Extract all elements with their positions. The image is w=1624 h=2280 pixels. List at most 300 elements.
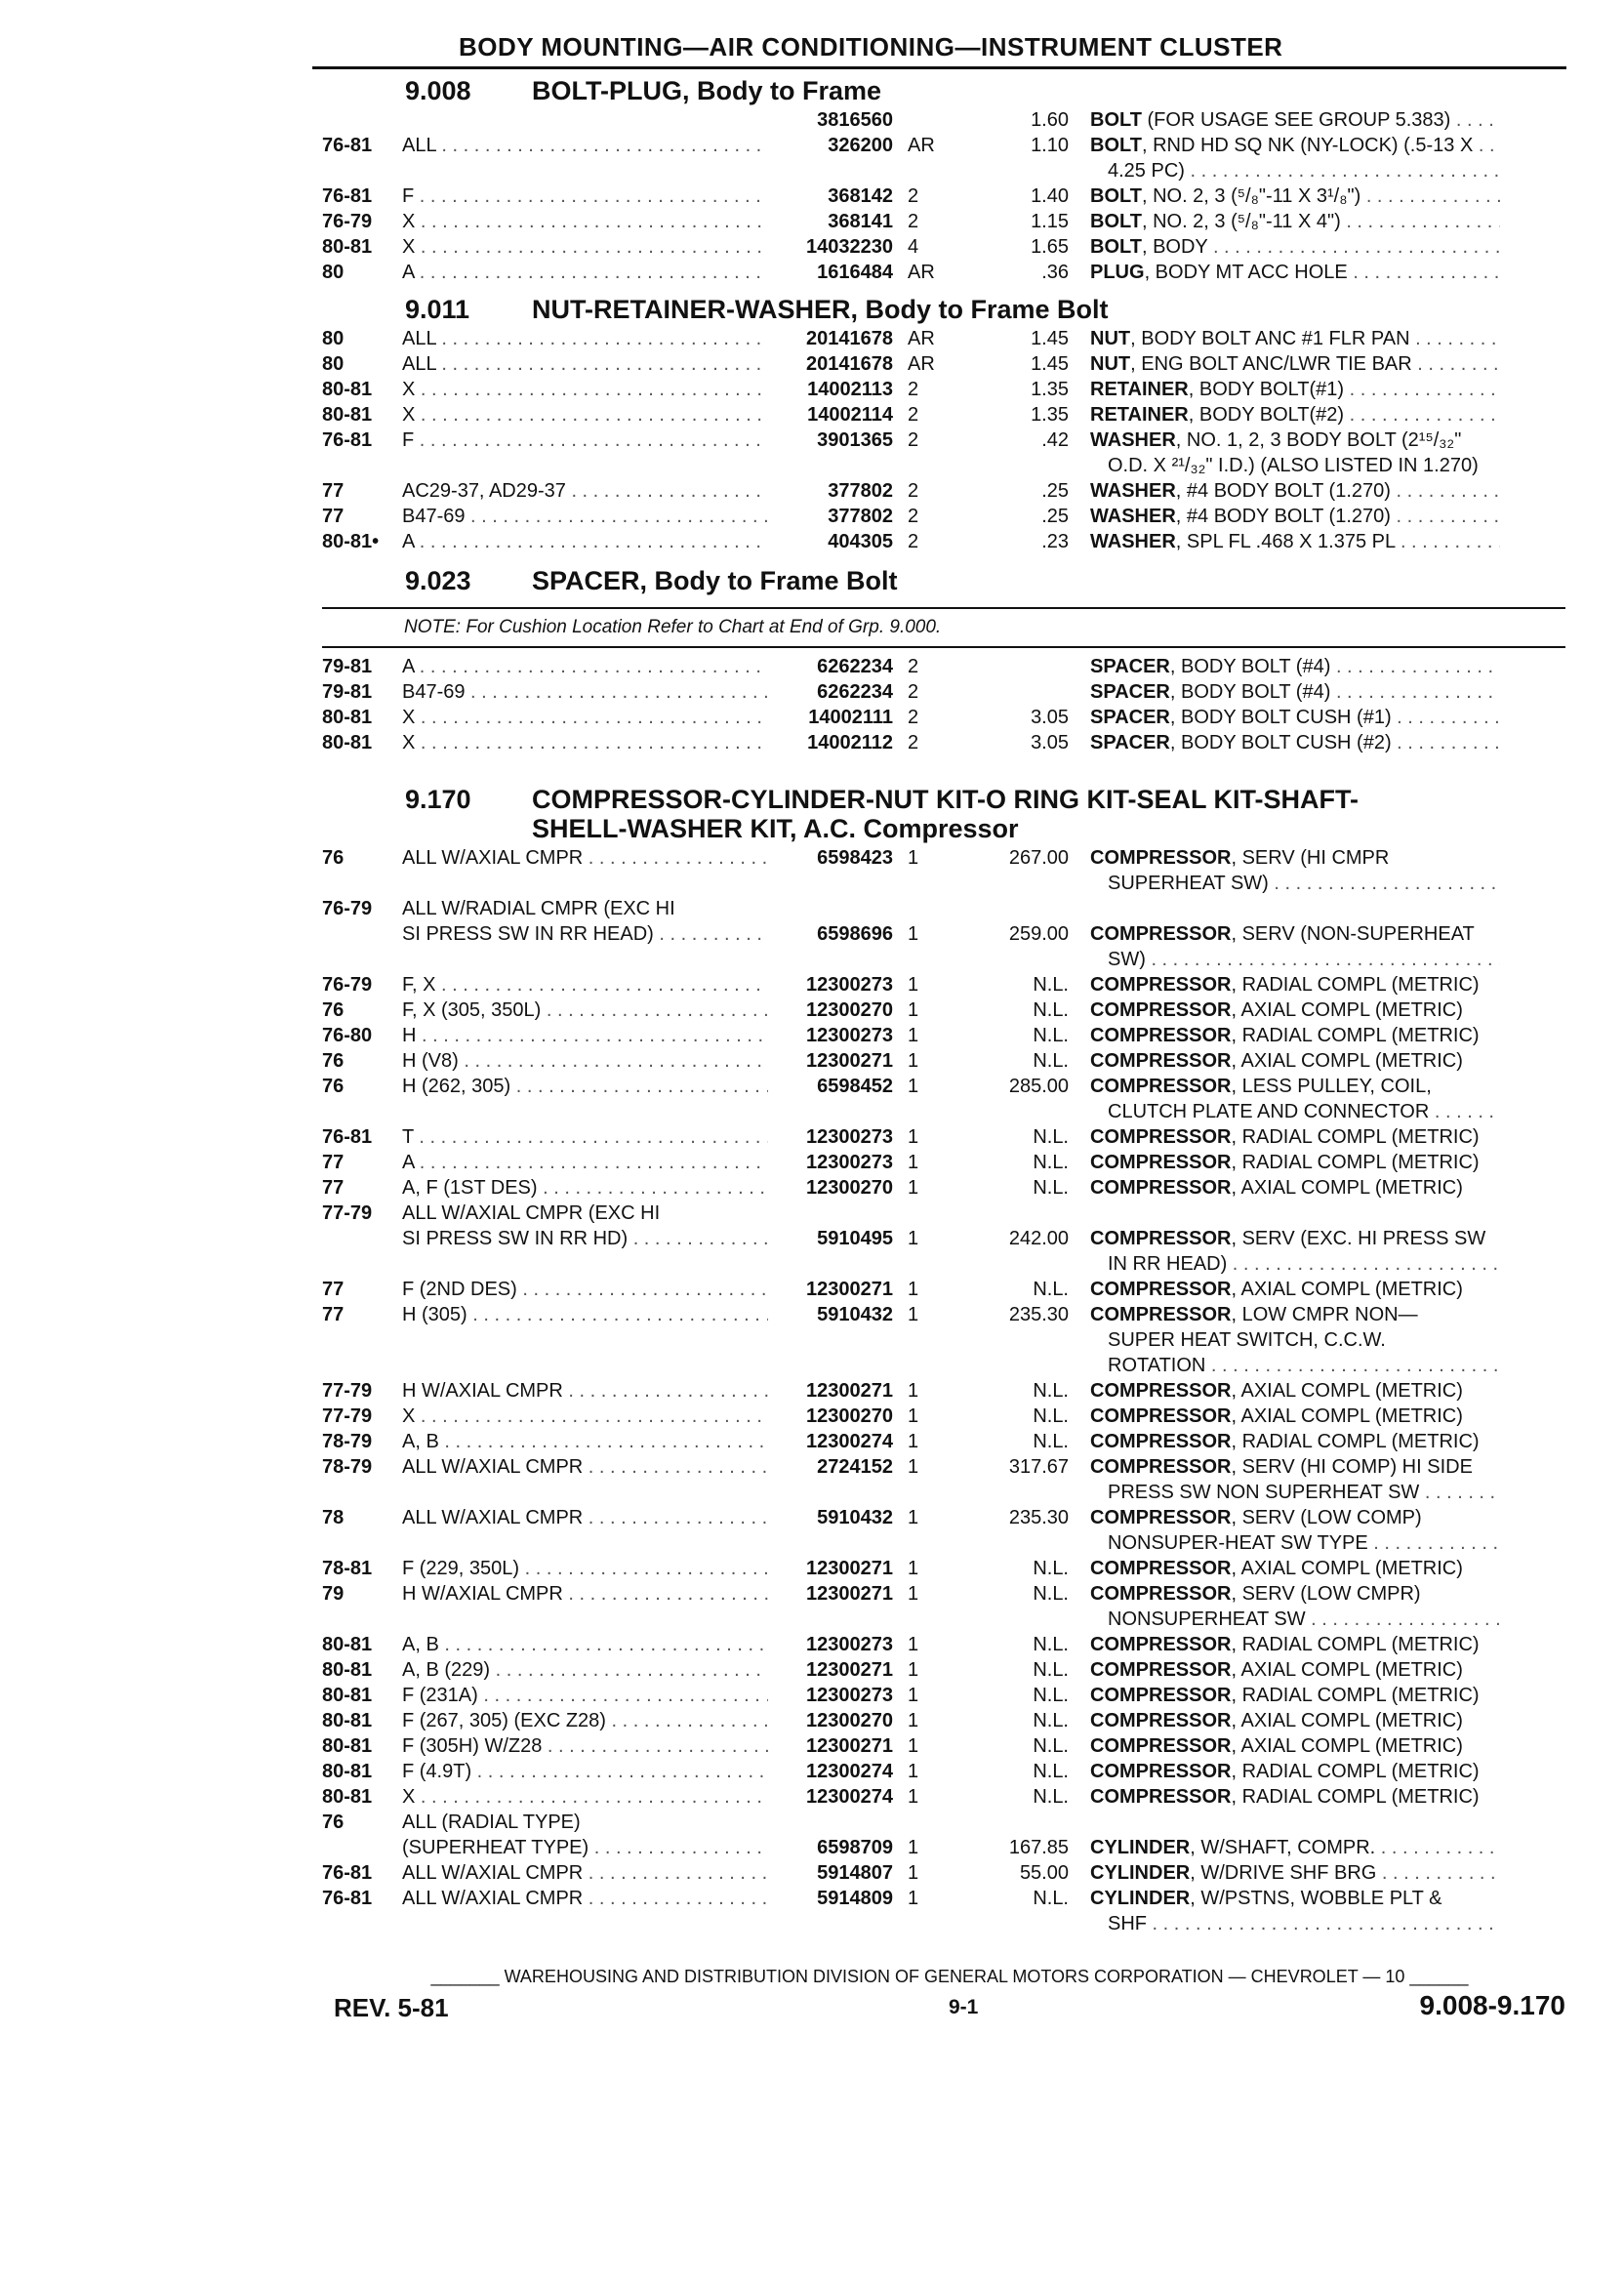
part-number: 368141 xyxy=(828,211,893,232)
part-number: 14002112 xyxy=(807,732,893,753)
part-description xyxy=(1090,1429,1500,1454)
quantity: 1 xyxy=(908,1456,919,1478)
parts-list xyxy=(322,845,1565,1936)
section-title: SPACER, Body to Frame Bolt xyxy=(532,566,898,595)
part-description xyxy=(1090,1023,1500,1048)
list-item-continuation xyxy=(322,1099,1565,1124)
part-number: 6598696 xyxy=(817,923,893,945)
part-detail: , RADIAL COMPL (METRIC) xyxy=(1231,1786,1480,1808)
part-detail: , BODY BOLT CUSH (#2) xyxy=(1169,732,1392,753)
model-year: 76-81 xyxy=(322,185,373,207)
model-application: F, X . . . xyxy=(402,972,768,998)
quantity: 1 xyxy=(908,1380,919,1402)
model-application: A . . . xyxy=(402,1150,768,1175)
part-number: 12300270 xyxy=(806,1710,893,1731)
list-item xyxy=(322,1784,1565,1810)
model-year: 77-79 xyxy=(322,1380,373,1402)
part-detail: , AXIAL COMPL (METRIC) xyxy=(1231,1558,1463,1579)
section-heading xyxy=(322,76,1565,107)
list-price: 3.05 xyxy=(1031,707,1069,728)
section-9-170 xyxy=(322,785,1565,1936)
model-year: 77-79 xyxy=(322,1405,373,1427)
model-year: 76 xyxy=(322,1050,345,1072)
part-name: CYLINDER xyxy=(1090,1888,1191,1909)
part-detail: , RADIAL COMPL (METRIC) xyxy=(1231,1025,1480,1046)
list-price: N.L. xyxy=(1033,1431,1069,1452)
section-heading xyxy=(322,785,1565,845)
list-item-continuation xyxy=(322,158,1565,183)
model-year: 77 xyxy=(322,1177,345,1199)
part-description xyxy=(1090,1708,1500,1733)
list-price: N.L. xyxy=(1033,1888,1069,1909)
list-item xyxy=(322,1505,1565,1530)
list-item xyxy=(322,1835,1565,1860)
list-item xyxy=(322,209,1565,234)
part-number: 404305 xyxy=(828,531,893,552)
part-name: BOLT xyxy=(1090,185,1142,207)
part-name: BOLT xyxy=(1090,211,1142,232)
part-description xyxy=(1090,529,1500,554)
model-year: 80 xyxy=(322,328,345,349)
part-description xyxy=(1090,209,1500,234)
part-description xyxy=(1090,1759,1500,1784)
part-detail: , NO. 1, 2, 3 BODY BOLT (2¹⁵/₃₂" xyxy=(1175,429,1462,451)
part-number: 6598709 xyxy=(817,1837,893,1858)
quantity: 1 xyxy=(908,1761,919,1782)
part-description xyxy=(1090,1175,1500,1201)
model-application: B47-69 . . . xyxy=(402,504,768,529)
model-application: ALL W/AXIAL CMPR . . . xyxy=(402,845,768,871)
model-year: 77 xyxy=(322,1152,345,1173)
part-number: 12300271 xyxy=(806,1735,893,1757)
part-description xyxy=(1090,1302,1500,1327)
part-name: CYLINDER xyxy=(1090,1837,1191,1858)
list-item xyxy=(322,1175,1565,1201)
quantity: 4 xyxy=(908,236,919,258)
section-9-008 xyxy=(322,76,1565,285)
part-description xyxy=(1090,453,1500,478)
quantity: 2 xyxy=(908,531,919,552)
part-name: COMPRESSOR xyxy=(1090,999,1232,1021)
list-price: N.L. xyxy=(1033,1025,1069,1046)
part-number: 12300274 xyxy=(806,1786,893,1808)
page-footer xyxy=(334,1967,1565,2035)
model-year: 80-81 xyxy=(322,1659,373,1681)
list-item xyxy=(322,1581,1565,1607)
part-number: 14032230 xyxy=(806,236,893,258)
part-detail: , AXIAL COMPL (METRIC) xyxy=(1231,1380,1463,1402)
part-number: 12300270 xyxy=(806,1177,893,1199)
model-application: X . . . xyxy=(402,402,768,428)
model-year: 80-81 xyxy=(322,707,373,728)
part-number: 12300273 xyxy=(806,1152,893,1173)
part-detail: , W/SHAFT, COMPR. xyxy=(1190,1837,1376,1858)
list-price: .25 xyxy=(1041,480,1069,502)
section-number: 9.011 xyxy=(405,295,470,324)
quantity: 1 xyxy=(908,1228,919,1249)
part-description xyxy=(1090,183,1500,209)
part-description xyxy=(1090,947,1500,972)
part-detail: , #4 BODY BOLT (1.270) xyxy=(1175,480,1391,502)
part-description xyxy=(1090,1860,1500,1886)
part-description xyxy=(1090,377,1500,402)
list-price: N.L. xyxy=(1033,1761,1069,1782)
part-name: RETAINER xyxy=(1090,404,1189,426)
list-price: 1.40 xyxy=(1031,185,1069,207)
part-number: 12300271 xyxy=(806,1380,893,1402)
model-year: 76-81 xyxy=(322,1862,373,1884)
model-application: X . . . xyxy=(402,209,768,234)
list-item xyxy=(322,679,1565,705)
part-name: COMPRESSOR xyxy=(1090,1583,1232,1605)
list-item xyxy=(322,1150,1565,1175)
part-detail: , BODY BOLT (#4) xyxy=(1169,656,1331,677)
list-item xyxy=(322,1556,1565,1581)
part-detail: , LOW CMPR NON— xyxy=(1231,1304,1418,1325)
section-9-023 xyxy=(322,566,1565,755)
part-description xyxy=(1090,1124,1500,1150)
part-number: 3901365 xyxy=(817,429,893,451)
part-detail: , AXIAL COMPL (METRIC) xyxy=(1231,1177,1463,1199)
model-year: 77 xyxy=(322,480,345,502)
list-item xyxy=(322,107,1565,133)
list-item xyxy=(322,1632,1565,1657)
model-year: 77 xyxy=(322,1304,345,1325)
part-name: SPACER xyxy=(1090,681,1170,703)
part-detail: SUPER HEAT SWITCH, C.C.W. xyxy=(1108,1329,1386,1351)
model-year: 78-79 xyxy=(322,1431,373,1452)
quantity: 1 xyxy=(908,1126,919,1148)
part-number: 12300271 xyxy=(806,1659,893,1681)
part-name: COMPRESSOR xyxy=(1090,1431,1232,1452)
model-year: 76 xyxy=(322,999,345,1021)
part-detail: SHF xyxy=(1108,1913,1147,1934)
quantity: AR xyxy=(908,135,935,156)
part-description xyxy=(1090,1530,1500,1556)
part-detail: , SERV (HI COMP) HI SIDE xyxy=(1231,1456,1473,1478)
list-item xyxy=(322,654,1565,679)
part-description xyxy=(1090,1632,1500,1657)
list-item xyxy=(322,1708,1565,1733)
part-description xyxy=(1090,654,1500,679)
part-detail: 4.25 PC) xyxy=(1108,160,1185,182)
part-number: 12300270 xyxy=(806,999,893,1021)
list-price: 1.60 xyxy=(1031,109,1069,131)
part-description xyxy=(1090,1353,1500,1378)
list-item xyxy=(322,529,1565,554)
model-application: X . . . xyxy=(402,234,768,260)
model-application: ALL (RADIAL TYPE) xyxy=(402,1812,581,1833)
quantity: 2 xyxy=(908,185,919,207)
part-number: 14002111 xyxy=(808,707,893,728)
part-detail: , RND HD SQ NK (NY-LOCK) (.5-13 X xyxy=(1141,135,1474,156)
part-description xyxy=(1090,1607,1500,1632)
model-year: 80-81 xyxy=(322,1710,373,1731)
section-title: BOLT-PLUG, Body to Frame xyxy=(532,76,882,105)
model-year: 76-79 xyxy=(322,211,373,232)
part-detail: , SERV (NON-SUPERHEAT xyxy=(1231,923,1475,945)
part-description xyxy=(1090,351,1500,377)
list-item xyxy=(322,1657,1565,1683)
part-number: 12300273 xyxy=(806,1025,893,1046)
part-number: 12300273 xyxy=(806,1685,893,1706)
quantity: 1 xyxy=(908,1431,919,1452)
part-name: COMPRESSOR xyxy=(1090,1659,1232,1681)
note-text: NOTE: For Cushion Location Refer to Chart at End of Grp. 9.000. xyxy=(404,617,942,637)
part-detail: , SERV (HI CMPR xyxy=(1231,847,1390,869)
model-application: H . . . xyxy=(402,1023,768,1048)
quantity: 1 xyxy=(908,1558,919,1579)
part-description xyxy=(1090,326,1500,351)
model-application: H (V8) . . . xyxy=(402,1048,768,1074)
section-heading xyxy=(322,566,1565,597)
parts-list xyxy=(322,654,1565,755)
model-application: H (262, 305) . . . xyxy=(402,1074,768,1099)
part-number: 5914807 xyxy=(817,1862,893,1884)
part-number: 5910432 xyxy=(817,1507,893,1528)
list-price: 1.45 xyxy=(1031,353,1069,375)
part-description xyxy=(1090,1733,1500,1759)
model-year: 76 xyxy=(322,1076,345,1097)
section-title-continued: SHELL-WASHER KIT, A.C. Compressor xyxy=(532,814,1019,843)
list-price: 242.00 xyxy=(1008,1228,1069,1249)
part-description xyxy=(1090,1048,1500,1074)
list-item xyxy=(322,1048,1565,1074)
part-detail: , SPL FL .468 X 1.375 PL xyxy=(1175,531,1396,552)
model-application: X . . . xyxy=(402,1404,768,1429)
model-year: 80-81 xyxy=(322,1634,373,1655)
part-description xyxy=(1090,1378,1500,1404)
model-year: 80-81 xyxy=(322,404,373,426)
quantity: 2 xyxy=(908,404,919,426)
part-number: 3816560 xyxy=(817,109,893,131)
model-application: X . . . xyxy=(402,1784,768,1810)
quantity: 2 xyxy=(908,656,919,677)
part-detail: , AXIAL COMPL (METRIC) xyxy=(1231,1735,1463,1757)
part-detail: PRESS SW NON SUPERHEAT SW xyxy=(1108,1482,1420,1503)
list-price: N.L. xyxy=(1033,999,1069,1021)
list-item xyxy=(322,234,1565,260)
list-price: .23 xyxy=(1041,531,1069,552)
part-name: BOLT xyxy=(1090,135,1142,156)
quantity: 1 xyxy=(908,1862,919,1884)
parts-list xyxy=(322,107,1565,285)
part-detail: , W/DRIVE SHF BRG xyxy=(1190,1862,1377,1884)
part-detail: , BODY BOLT CUSH (#1) xyxy=(1169,707,1392,728)
footer-publisher: _______ WAREHOUSING AND DISTRIBUTION DIVISION OF GENERAL MOTORS CORPORATION — CHEVROLET — 10 ______ xyxy=(430,1967,1469,1986)
quantity: AR xyxy=(908,262,935,283)
section-heading xyxy=(322,295,1565,326)
section-number: 9.008 xyxy=(405,76,471,105)
section-title: NUT-RETAINER-WASHER, Body to Frame Bolt xyxy=(532,295,1109,324)
part-number: 12300271 xyxy=(806,1558,893,1579)
list-item xyxy=(322,1404,1565,1429)
part-detail: , BODY BOLT(#1) xyxy=(1188,379,1345,400)
quantity: 2 xyxy=(908,480,919,502)
list-price: N.L. xyxy=(1033,974,1069,996)
model-application: A, B (229) . . . xyxy=(402,1657,768,1683)
list-price: .36 xyxy=(1041,262,1069,283)
part-number: 6598423 xyxy=(817,847,893,869)
quantity: 1 xyxy=(908,1304,919,1325)
list-price: N.L. xyxy=(1033,1685,1069,1706)
part-detail: , NO. 2, 3 (⁵/₈"-11 X 4") xyxy=(1141,211,1341,232)
model-application: H W/AXIAL CMPR . . . xyxy=(402,1378,768,1404)
list-price: 285.00 xyxy=(1008,1076,1069,1097)
section-title: COMPRESSOR-CYLINDER-NUT KIT-O RING KIT-SEAL KIT-SHAFT- xyxy=(532,785,1360,814)
part-detail: IN RR HEAD) xyxy=(1108,1253,1228,1275)
part-description xyxy=(1090,1657,1500,1683)
list-price: 317.67 xyxy=(1008,1456,1069,1478)
part-name: COMPRESSOR xyxy=(1090,1456,1232,1478)
part-number: 377802 xyxy=(828,480,893,502)
part-description xyxy=(1090,1327,1500,1353)
model-application: B47-69 . . . xyxy=(402,679,768,705)
quantity: 1 xyxy=(908,999,919,1021)
part-detail: , LESS PULLEY, COIL, xyxy=(1231,1076,1432,1097)
part-description xyxy=(1090,1099,1500,1124)
part-detail: , W/PSTNS, WOBBLE PLT & xyxy=(1190,1888,1442,1909)
part-description xyxy=(1090,1886,1500,1911)
list-item xyxy=(322,1023,1565,1048)
quantity: 1 xyxy=(908,1279,919,1300)
model-year: 80-81 xyxy=(322,1761,373,1782)
model-application: F (4.9T) . . . xyxy=(402,1759,768,1784)
part-detail: , AXIAL COMPL (METRIC) xyxy=(1231,999,1463,1021)
part-name: COMPRESSOR xyxy=(1090,1710,1232,1731)
list-price: 1.35 xyxy=(1031,379,1069,400)
part-description xyxy=(1090,998,1500,1023)
part-number: 326200 xyxy=(828,135,893,156)
part-name: COMPRESSOR xyxy=(1090,847,1232,869)
part-number: 5914809 xyxy=(817,1888,893,1909)
part-name: COMPRESSOR xyxy=(1090,1025,1232,1046)
list-item-continuation xyxy=(322,1530,1565,1556)
list-item-continuation xyxy=(322,1480,1565,1505)
list-item xyxy=(322,1226,1565,1251)
part-number: 6262234 xyxy=(817,656,893,677)
quantity: 1 xyxy=(908,1405,919,1427)
part-description xyxy=(1090,1226,1500,1251)
list-item-continuation xyxy=(322,1911,1565,1936)
list-item xyxy=(322,504,1565,529)
quantity: 1 xyxy=(908,1507,919,1528)
list-item xyxy=(322,1733,1565,1759)
model-application: A, B . . . xyxy=(402,1429,768,1454)
part-name: COMPRESSOR xyxy=(1090,1735,1232,1757)
quantity: 1 xyxy=(908,1177,919,1199)
part-description xyxy=(1090,921,1500,947)
quantity: AR xyxy=(908,328,935,349)
model-application: A . . . xyxy=(402,260,768,285)
part-detail: , RADIAL COMPL (METRIC) xyxy=(1231,974,1480,996)
model-year: 76-81 xyxy=(322,135,373,156)
quantity: 1 xyxy=(908,1659,919,1681)
part-description xyxy=(1090,1277,1500,1302)
list-item xyxy=(322,1429,1565,1454)
quantity: 2 xyxy=(908,732,919,753)
list-item-continuation xyxy=(322,947,1565,972)
part-detail: , RADIAL COMPL (METRIC) xyxy=(1231,1126,1480,1148)
quantity: 1 xyxy=(908,923,919,945)
model-application: A . . . xyxy=(402,529,768,554)
part-name: COMPRESSOR xyxy=(1090,1126,1232,1148)
section-note xyxy=(322,607,1565,648)
part-name: RETAINER xyxy=(1090,379,1189,400)
part-description xyxy=(1090,1581,1500,1607)
part-detail: , RADIAL COMPL (METRIC) xyxy=(1231,1685,1480,1706)
part-detail: , RADIAL COMPL (METRIC) xyxy=(1231,1431,1480,1452)
list-item-continuation xyxy=(322,1327,1565,1353)
part-name: COMPRESSOR xyxy=(1090,1761,1232,1782)
part-name: COMPRESSOR xyxy=(1090,1380,1232,1402)
quantity: 2 xyxy=(908,707,919,728)
part-name: BOLT xyxy=(1090,109,1142,131)
part-name: SPACER xyxy=(1090,707,1170,728)
list-price: 55.00 xyxy=(1019,1862,1069,1884)
model-application: ALL W/AXIAL CMPR . . . xyxy=(402,1505,768,1530)
quantity: 2 xyxy=(908,211,919,232)
list-item xyxy=(322,1454,1565,1480)
model-application: A . . . xyxy=(402,654,768,679)
list-price: .42 xyxy=(1041,429,1069,451)
model-year: 80-81 xyxy=(322,732,373,753)
part-number: 6598452 xyxy=(817,1076,893,1097)
part-name: COMPRESSOR xyxy=(1090,1405,1232,1427)
part-description xyxy=(1090,845,1500,871)
part-detail: ROTATION xyxy=(1108,1355,1206,1376)
part-number: 12300274 xyxy=(806,1431,893,1452)
list-item xyxy=(322,921,1565,947)
list-price: N.L. xyxy=(1033,1405,1069,1427)
list-price: 3.05 xyxy=(1031,732,1069,753)
part-name: COMPRESSOR xyxy=(1090,923,1232,945)
model-year: 80 xyxy=(322,262,345,283)
part-number: 12300273 xyxy=(806,974,893,996)
quantity: 2 xyxy=(908,429,919,451)
part-detail: SUPERHEAT SW) xyxy=(1108,873,1269,894)
list-item xyxy=(322,705,1565,730)
part-description xyxy=(1090,478,1500,504)
quantity: 2 xyxy=(908,681,919,703)
list-item xyxy=(322,260,1565,285)
model-application: ALL W/AXIAL CMPR . . . xyxy=(402,1886,768,1911)
part-number: 12300270 xyxy=(806,1405,893,1427)
model-year: 77 xyxy=(322,506,345,527)
part-detail: , AXIAL COMPL (METRIC) xyxy=(1231,1050,1463,1072)
part-detail: NONSUPER-HEAT SW TYPE xyxy=(1108,1532,1368,1554)
part-description xyxy=(1090,1404,1500,1429)
list-price: N.L. xyxy=(1033,1735,1069,1757)
quantity: 1 xyxy=(908,1076,919,1097)
part-detail: O.D. X ²¹/₃₂" I.D.) (ALSO LISTED IN 1.270) xyxy=(1108,455,1479,476)
model-year: 80-81 xyxy=(322,1786,373,1808)
list-price: 235.30 xyxy=(1008,1304,1069,1325)
list-item-continuation xyxy=(322,871,1565,896)
part-description xyxy=(1090,260,1500,285)
list-item xyxy=(322,183,1565,209)
part-description xyxy=(1090,133,1500,158)
list-price: N.L. xyxy=(1033,1126,1069,1148)
model-application: X . . . xyxy=(402,705,768,730)
model-year: 76-79 xyxy=(322,898,373,919)
list-price: 267.00 xyxy=(1008,847,1069,869)
part-description xyxy=(1090,1835,1500,1860)
part-name: COMPRESSOR xyxy=(1090,1786,1232,1808)
list-item-continuation xyxy=(322,453,1565,478)
part-number: 12300271 xyxy=(806,1050,893,1072)
quantity: 1 xyxy=(908,974,919,996)
